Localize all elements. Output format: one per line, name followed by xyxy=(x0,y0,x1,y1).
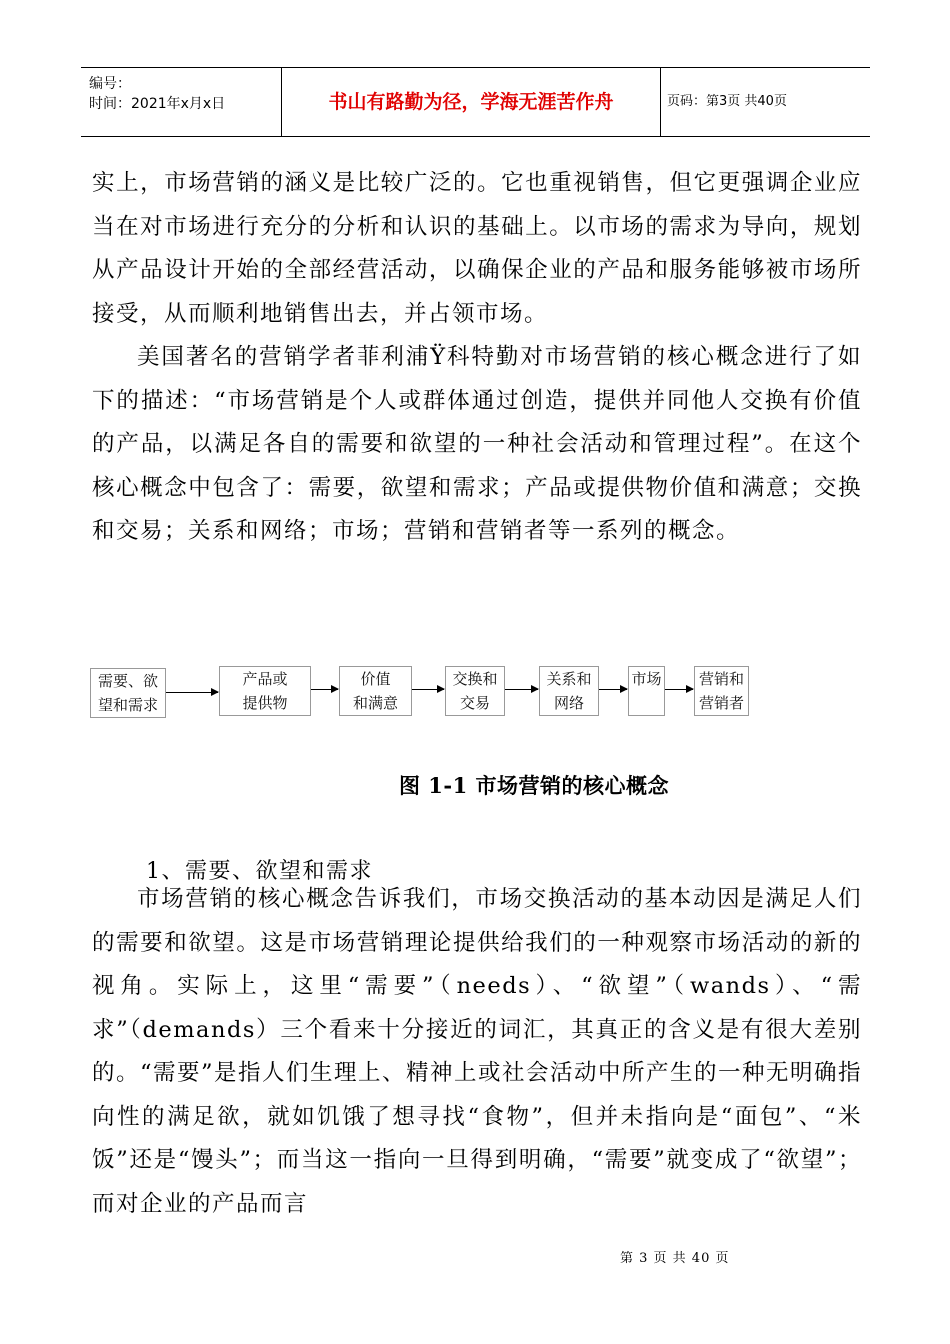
header-page-info: 页码：第3页 共40页 xyxy=(667,94,787,109)
header-motto: 书山有路勤为径，学海无涯苦作舟 xyxy=(281,68,661,136)
page-header xyxy=(81,67,870,137)
flow-box-exchange: 交换和 交易 xyxy=(445,666,505,716)
paragraph-2: 美国著名的营销学者菲利浦Ÿ科特勤对市场营销的核心概念进行了如下的描述：“市场营销是个人或群体通过创造，提供并同他人交换有价值的产品，以满足各自的需要和欲望的一种社会活动和管理过程”。在这个核心概念中包含了：需要，欲望和需求；产品或提供物价值和满意；交换和交易；关系和网络；市场；营销和营销者等一系列的概念。 xyxy=(92,344,862,544)
section-heading: 1、需要、欲望和需求 xyxy=(146,859,373,884)
paragraph-3: 市场营销的核心概念告诉我们，市场交换活动的基本动因是满足人们的需要和欲望。这是市场营销理论提供给我们的一种观察市场活动的新的视角。实际上，这里“需要”（needs）、“欲望”（wands）、“需求”（demands）三个看来十分接近的词汇，其真正的含义是有很大差别的。“需要”是指人们生理上、精神上或社会活动中所产生的一种无明确指向性的满足欲，就如饥饿了想寻找“食物”，但并未指向是“面包”、“米饭”还是“馒头”；而当这一指向一旦得到明确，“需要”就变成了“欲望”；而对企业的产品而言 xyxy=(92,886,863,1217)
flow-arrow xyxy=(599,689,627,690)
header-meta xyxy=(81,68,281,136)
flow-box-market: 市场 xyxy=(628,666,665,716)
flow-arrow xyxy=(412,689,444,690)
flow-arrow xyxy=(665,689,693,690)
figure-caption: 图 1-1 市场营销的核心概念 xyxy=(399,773,670,798)
flow-arrow xyxy=(505,689,538,690)
flow-arrow xyxy=(166,692,218,693)
time-label: 时间：2021年x月x日 xyxy=(89,96,226,112)
flow-box-marketers: 营销和 营销者 xyxy=(694,666,749,716)
page-footer: 第 3 页 共 40 页 xyxy=(620,1251,730,1266)
flow-box-needs: 需要、欲 望和需求 xyxy=(90,668,166,718)
flow-box-products: 产品或 提供物 xyxy=(219,666,311,716)
flow-box-value: 价值 和满意 xyxy=(339,666,412,716)
flow-arrow xyxy=(311,689,338,690)
flow-box-relationships: 关系和 网络 xyxy=(539,666,599,716)
paragraph-1: 实上，市场营销的涵义是比较广泛的。它也重视销售，但它更强调企业应当在对市场进行充分的分析和认识的基础上。以市场的需求为导向，规划从产品设计开始的全部经营活动，以确保企业的产品和服务能够被市场所接受，从而顺利地销售出去，并占领市场。 xyxy=(92,170,862,327)
number-label: 编号： xyxy=(89,76,131,92)
